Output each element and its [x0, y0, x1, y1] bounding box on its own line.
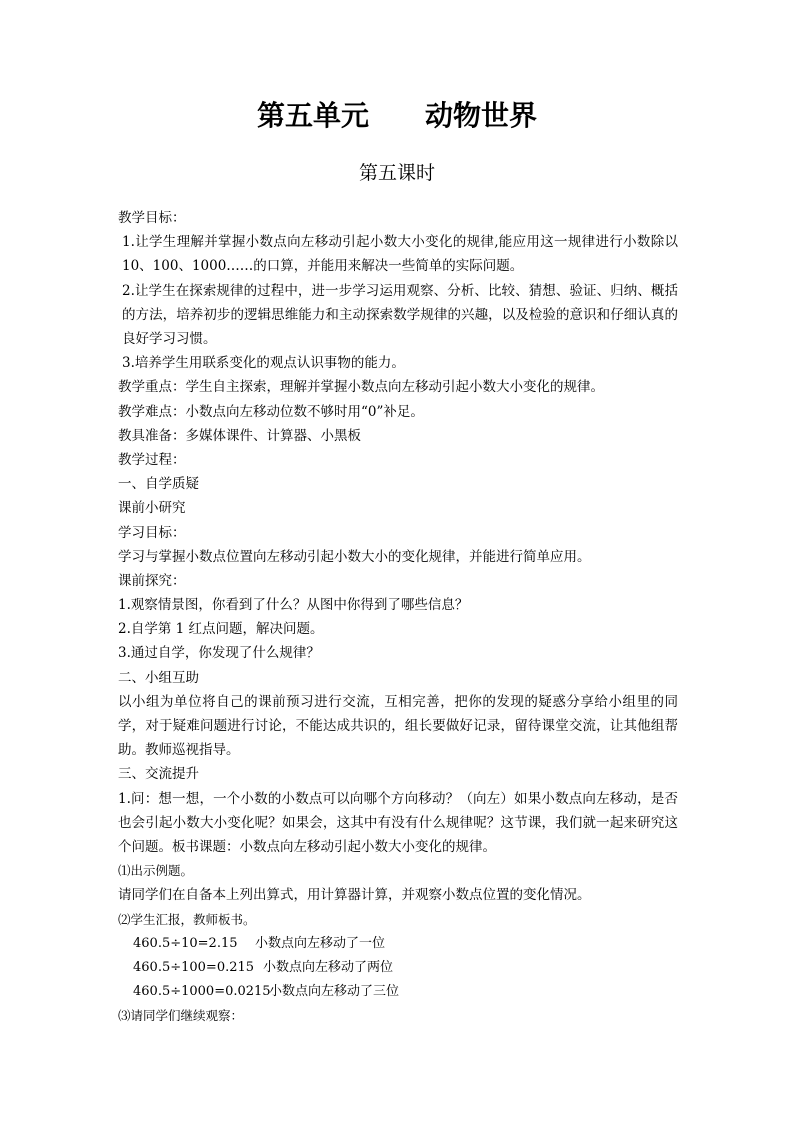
calculation-result: 小数点向左移动了三位 — [269, 984, 400, 1000]
explore-heading: 课前探究： — [118, 572, 186, 589]
section-1-heading: 一、自学质疑 — [118, 476, 199, 493]
calculation-result: 小数点向左移动了两位 — [263, 959, 394, 975]
materials: 教具准备：多媒体课件、计算器、小黑板 — [118, 427, 361, 444]
study-goal-text: 学习与掌握小数点位置向左移动引起小数大小的变化规律，并能进行简单应用。 — [118, 548, 591, 565]
calculation-row — [118, 932, 678, 956]
step-1-label: ⑴出示例题。 — [118, 863, 194, 879]
calculation-row — [118, 980, 678, 1004]
difficulty-point: 教学难点：小数点向左移动位数不够时用“0”补足。 — [118, 403, 424, 420]
pre-study-label: 课前小研究 — [118, 500, 186, 517]
step-2-label: ⑵学生汇报，教师板书。 — [118, 911, 256, 927]
goals-heading: 教学目标： — [118, 210, 186, 226]
step-1-text: 请同学们在自备本上列出算式，用计算器计算，并观察小数点位置的变化情况。 — [118, 887, 591, 904]
page-title: 第五单元 动物世界 — [256, 99, 537, 132]
goal-item-3: 3.培养学生用联系变化的观点认识事物的能力。 — [122, 355, 405, 372]
lesson-subtitle: 第五课时 — [358, 162, 435, 184]
key-point: 教学重点：学生自主探索，理解并掌握小数点向左移动引起小数大小变化的规律。 — [118, 379, 604, 396]
calculation-expression: 460.5÷100=0.215 — [133, 959, 255, 975]
section-3-paragraph: 1.问：想一想，一个小数的小数点可以向哪个方向移动？（向左）如果小数点向左移动，是否也会引起小数大小变化呢？如果会，这其中有没有什么规律呢？这节课，我们就一起来研究这个问题。板书课题：小数点向左移动引起小数大小变化的规律。 — [118, 790, 678, 856]
step-3-label: ⑶请同学们继续观察： — [118, 1008, 244, 1024]
lesson-content — [118, 206, 678, 1029]
section-2-text: 以小组为单位将自己的课前预习进行交流，互相完善，把你的发现的疑惑分享给小组里的同学，对于疑难问题进行讨论，不能达成共识的，组长要做好记录，留待课堂交流，让其他组帮助。教师巡视指导。 — [118, 693, 678, 759]
section-2-heading: 二、小组互助 — [118, 669, 199, 686]
section-3-heading: 三、交流提升 — [118, 766, 199, 783]
process-heading: 教学过程： — [118, 451, 186, 468]
calculation-result: 小数点向左移动了一位 — [255, 935, 386, 951]
study-goal-heading: 学习目标： — [118, 524, 186, 541]
goal-item-1: 1.让学生理解并掌握小数点向左移动引起小数大小变化的规律,能应用这一规律进行小数除以 10、100、1000……的口算，并能用来解决一些简单的实际问题。 — [122, 234, 678, 275]
calculation-expression: 460.5÷10=2.15 — [133, 935, 238, 951]
explore-question-2: 2.自学第 1 红点问题，解决问题。 — [118, 621, 324, 638]
calculation-row — [118, 956, 678, 980]
explore-question-3: 3.通过自学，你发现了什么规律？ — [118, 645, 320, 662]
explore-question-1: 1.观察情景图，你看到了什么？从图中你得到了哪些信息？ — [118, 597, 469, 614]
calculation-expression: 460.5÷1000=0.0215 — [133, 984, 271, 1000]
goal-item-2: 2.让学生在探索规律的过程中，进一步学习运用观察、分析、比较、猜想、验证、归纳、概括的方法，培养初步的逻辑思维能力和主动探索数学规律的兴趣，以及检验的意识和仔细认真的良好学习习惯。 — [122, 282, 678, 347]
